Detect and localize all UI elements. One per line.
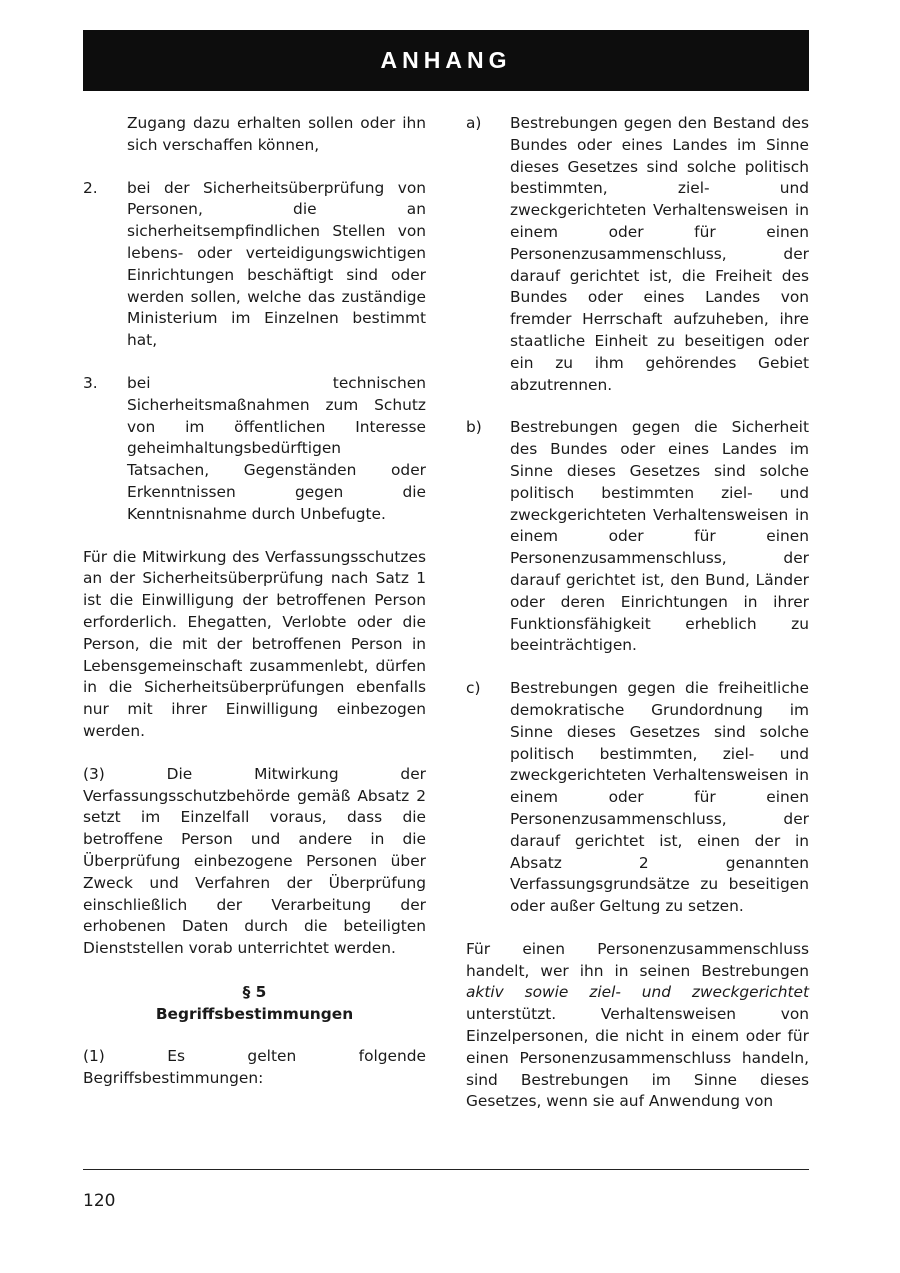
- definition-b: [466, 417, 809, 657]
- right-column: [466, 113, 809, 1113]
- definition-label: c): [466, 679, 481, 698]
- header-bar: [83, 30, 809, 91]
- definition-text: Bestrebungen gegen die Sicherheit des Bundes oder eines Landes im Sinne dieses Gesetzes sind solche politisch bestimmten ziel- und zweckgerichteten Verhaltensweisen in einem oder für einen Personenzusammenschluss, der darauf gerichtet ist, den Bund, Länder oder deren Einrichtungen in ihrer Funktionsfähigkeit erheblich zu beeinträchtigen.: [510, 418, 809, 655]
- paragraph-3: (3) Die Mitwirkung der Verfassungsschutzbehörde gemäß Absatz 2 setzt im Einzelfall voraus, dass die betroffene Person und andere in die Überprüfung einbezogene Personen über Zweck und Verfahren der Überprüfung einschließlich der Verarbeitung der erhobenen Daten durch die beteiligten Dienststellen vorab unterrichtet werden.: [83, 764, 426, 958]
- section-number: § 5: [242, 982, 267, 1001]
- definition-c: [466, 678, 809, 918]
- footer-divider: [83, 1169, 809, 1170]
- section-heading: [83, 982, 426, 1026]
- list-item-3: [83, 373, 426, 526]
- definition-label: b): [466, 418, 482, 437]
- list-item-text: bei technischen Sicherheitsmaßnahmen zum Schutz von im öffentlichen Interesse geheimhaltungsbedürftigen Tatsachen, Gegenständen oder Erkenntnissen gegen die Kenntnisnahme durch Unbefugte.: [127, 373, 426, 523]
- page-header-title: ANHANG: [380, 47, 512, 73]
- definition-a: [466, 113, 809, 396]
- definition-text: Bestrebungen gegen die freiheitliche demokratische Grundordnung im Sinne dieses Gesetzes sind solche politisch bestimmten, ziel- und zweckgerichteten Verhaltensweisen in einem oder für einen Personenzusammenschluss, der darauf gerichtet ist, einen der in Absatz 2 genannten Verfassungsgrundsätze zu beseitigen oder außer Geltung zu setzen.: [510, 679, 809, 916]
- paragraph-consent: Für die Mitwirkung des Verfassungsschutzes an der Sicherheitsüberprüfung nach Satz 1 ist die Einwilligung der betroffenen Person erforderlich. Ehegatten, Verlobte oder die Person, die mit der betroffenen Person in Lebensgemeinschaft zusammenlebt, dürfen in die Sicherheitsüberprüfungen ebenfalls nur mit ihrer Einwilligung einbezogen werden.: [83, 547, 426, 740]
- left-column: [83, 113, 426, 1090]
- paragraph-personenzusammenschluss: [466, 939, 809, 1113]
- list-item-number: 3.: [83, 373, 98, 392]
- paragraph-definitions-intro: (1) Es gelten folgende Begriffsbestimmungen:: [83, 1047, 426, 1088]
- paragraph-text: unterstützt. Verhaltensweisen von Einzelpersonen, die nicht in einem oder für einen Personenzusammenschluss handeln, sind Bestrebungen im Sinne dieses Gesetzes, wenn sie auf Anwendung von: [466, 1005, 809, 1111]
- list-item-number: 2.: [83, 178, 98, 197]
- paragraph-emphasis: aktiv sowie ziel- und zweckgerichtet: [466, 983, 809, 1002]
- continued-item-text: Zugang dazu erhalten sollen oder ihn sich verschaffen können,: [127, 114, 426, 154]
- definition-label: a): [466, 114, 482, 132]
- list-item-2: [83, 178, 426, 352]
- page-number: 120: [83, 1191, 116, 1211]
- paragraph-text: Für einen Personenzusammenschluss handelt, wer ihn in seinen Bestrebungen: [466, 939, 809, 980]
- list-item-text: bei der Sicherheitsüberprüfung von Personen, die an sicherheitsempfindlichen Stellen von lebens- oder verteidigungswichtigen Einrichtungen beschäftigt sind oder werden sollen, welche das zuständige Ministerium im Einzelnen bestimmt hat,: [127, 178, 426, 350]
- section-title: Begriffsbestimmungen: [155, 1004, 354, 1023]
- definition-text: Bestrebungen gegen den Bestand des Bundes oder eines Landes im Sinne dieses Gesetzes sind solche politisch bestimmten, ziel- und zweckgerichteten Verhaltensweisen in einem oder für einen Personenzusammenschluss, der darauf gerichtet ist, die Freiheit des Bundes oder eines Landes von fremder Herrschaft aufzuheben, ihre staatliche Einheit zu beseitigen oder ein zu ihm gehörendes Gebiet abzutrennen.: [510, 114, 809, 394]
